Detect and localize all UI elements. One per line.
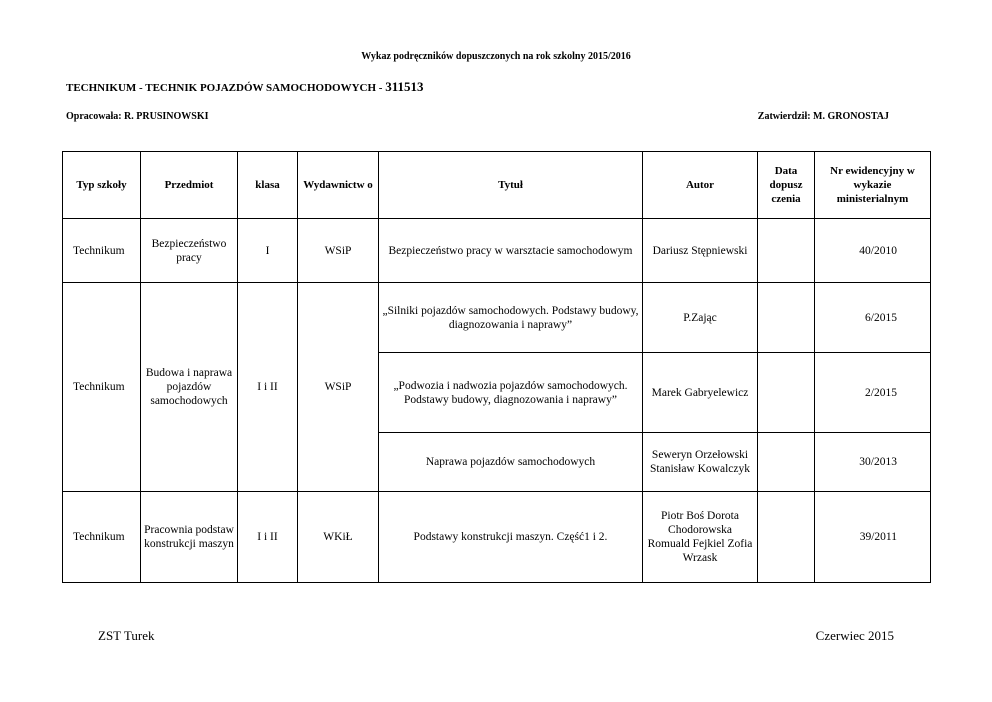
date-cell: [758, 219, 815, 283]
subject-cell: Pracownia podstaw konstrukcji maszyn: [141, 492, 238, 583]
number-cell: 40/2010: [815, 219, 931, 283]
number-cell: 6/2015: [815, 283, 931, 353]
title-cell: Podstawy konstrukcji maszyn. Część1 i 2.: [379, 492, 643, 583]
column-header: Typ szkoły: [63, 152, 141, 219]
title-cell: Naprawa pojazdów samochodowych: [379, 433, 643, 492]
class-cell: I i II: [238, 283, 298, 492]
school-type-cell: Technikum: [63, 492, 141, 583]
number-cell: 2/2015: [815, 353, 931, 433]
column-header: Wydawnictw o: [298, 152, 379, 219]
table-row: [63, 219, 931, 283]
header-row: [63, 152, 931, 219]
program-code: 311513: [385, 79, 424, 94]
title-cell: „Silniki pojazdów samochodowych. Podstawy budowy, diagnozowania i naprawy”: [379, 283, 643, 353]
class-cell: I i II: [238, 492, 298, 583]
school-type-cell: Technikum: [63, 283, 141, 492]
program-line: [66, 79, 424, 95]
title-cell: Bezpieczeństwo pracy w warsztacie samochodowym: [379, 219, 643, 283]
author-cell: Dariusz Stępniewski: [643, 219, 758, 283]
document-title: Wykaz podręczników dopuszczonych na rok szkolny 2015/2016: [361, 51, 631, 62]
title-cell: „Podwozia i nadwozia pojazdów samochodowych. Podstawy budowy, diagnozowania i naprawy”: [379, 353, 643, 433]
author-cell: Seweryn Orzełowski Stanisław Kowalczyk: [643, 433, 758, 492]
date-cell: [758, 492, 815, 583]
table-row: [63, 283, 931, 353]
publisher-cell: WKiŁ: [298, 492, 379, 583]
subject-cell: Budowa i naprawa pojazdów samochodowych: [141, 283, 238, 492]
column-header: klasa: [238, 152, 298, 219]
approved-by: Zatwierdził: M. GRONOSTAJ: [757, 111, 889, 122]
number-cell: 30/2013: [815, 433, 931, 492]
column-header: Nr ewidencyjny w wykazie ministerialnym: [815, 152, 931, 219]
column-header: Tytuł: [379, 152, 643, 219]
author-cell: P.Zając: [643, 283, 758, 353]
publisher-cell: WSiP: [298, 219, 379, 283]
footer-date: Czerwiec 2015: [815, 628, 894, 643]
school-type-cell: Technikum: [63, 219, 141, 283]
footer-school: ZST Turek: [98, 628, 155, 643]
date-cell: [758, 433, 815, 492]
prepared-by: Opracowała: R. PRUSINOWSKI: [66, 111, 209, 122]
textbook-table: [62, 151, 931, 583]
author-cell: Marek Gabryelewicz: [643, 353, 758, 433]
date-cell: [758, 283, 815, 353]
column-header: Data dopusz czenia: [758, 152, 815, 219]
class-cell: I: [238, 219, 298, 283]
publisher-cell: WSiP: [298, 283, 379, 492]
author-cell: Piotr Boś Dorota Chodorowska Romuald Fejkiel Zofia Wrzask: [643, 492, 758, 583]
date-cell: [758, 353, 815, 433]
program-name: TECHNIKUM - TECHNIK POJAZDÓW SAMOCHODOWYCH -: [66, 82, 386, 94]
column-header: Autor: [643, 152, 758, 219]
subject-cell: Bezpieczeństwo pracy: [141, 219, 238, 283]
table-row: [63, 492, 931, 583]
column-header: Przedmiot: [141, 152, 238, 219]
number-cell: 39/2011: [815, 492, 931, 583]
